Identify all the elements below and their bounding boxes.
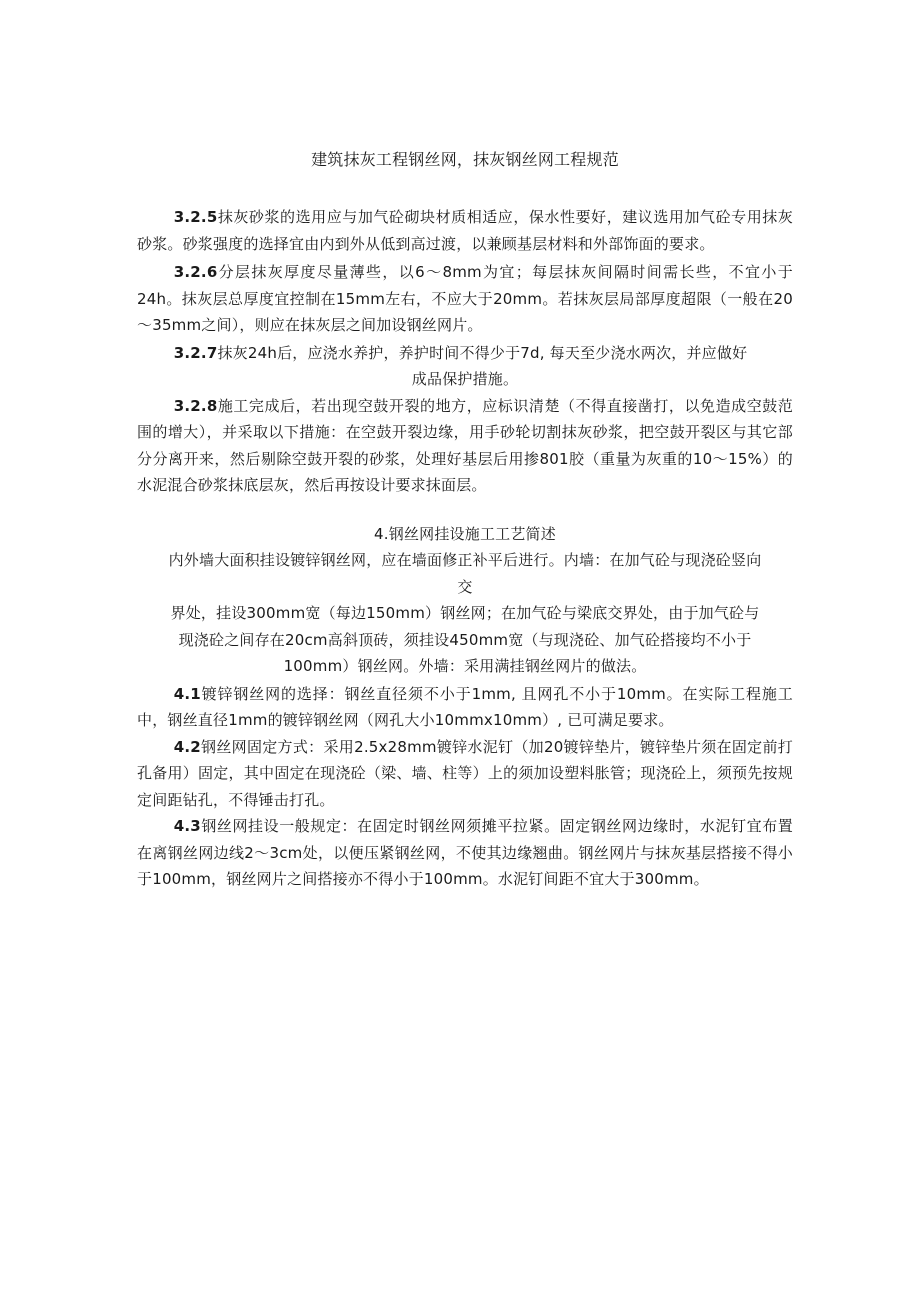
clause-number: 4.3 (173, 817, 201, 835)
clause-text: 分层抹灰厚度尽量薄些，以6～8mm为宜；每层抹灰间隔时间需长些，不宜小于24h。抹灰层总厚度宜控制在15mm左右，不应大于20mm。若抹灰层局部厚度超限（一般在20～35mm之间），则应在抹灰层之间加设钢丝网片。 (137, 263, 793, 334)
section-4-intro-line: 100mm）钢丝网。外墙：采用满挂钢丝网片的做法。 (283, 657, 647, 675)
clause-3-2-5 (137, 204, 793, 257)
clause-3-2-7 (137, 340, 793, 367)
clause-number: 4.1 (173, 684, 201, 703)
clause-3-2-6 (137, 259, 793, 339)
clause-4-1 (137, 681, 793, 734)
clause-text: 抹灰砂浆的选用应与加气砼砌块材质相适应，保水性要好，建议选用加气砼专用抹灰砂浆。砂浆强度的选择宜由内到外从低到高过渡，以兼顾基层材料和外部饰面的要求。 (137, 208, 793, 253)
clause-text: 钢丝网挂设一般规定：在固定时钢丝网须摊平拉紧。固定钢丝网边缘时，水泥钉宜布置在离钢丝网边线2～3cm处，以便压紧钢丝网，不使其边缘翘曲。钢丝网片与抹灰基层搭接不得小于100mm，钢丝网片之间搭接亦不得小于100mm。水泥钉间距不宜大于300mm。 (137, 817, 793, 888)
section-4-intro-line: 内外墙大面积挂设镀锌钢丝网，应在墙面修正补平后进行。内墙：在加气砼与现浇砼竖向 (168, 551, 762, 569)
clause-number: 3.2.8 (173, 396, 218, 415)
section-4-intro-line: 交 (457, 577, 473, 596)
section-4-intro-line: 现浇砼之间存在20cm高斜顶砖，须挂设450mm宽（与现浇砼、加气砼搭接均不小于 (178, 630, 752, 649)
clause-3-2-8 (137, 393, 793, 499)
clause-4-3 (137, 813, 793, 893)
clause-text: 抹灰24h后，应浇水养护，养护时间不得少于7d, 每天至少浇水两次，并应做好 (217, 343, 748, 362)
clause-3-2-7-continuation: 成品保护措施。 (411, 370, 519, 388)
clause-number: 4.2 (173, 737, 201, 756)
clause-text: 钢丝网固定方式：采用2.5x28mm镀锌水泥钉（加20镀锌垫片，镀锌垫片须在固定前打孔备用）固定，其中固定在现浇砼（梁、墙、柱等）上的须加设塑料胀管；现浇砼上，须预先按规定间距钻孔，不得锤击打孔。 (137, 737, 793, 809)
clause-number: 3.2.6 (173, 263, 218, 281)
section-4-heading: 4.钢丝网挂设施工工艺简述 (374, 524, 556, 543)
clause-4-2 (137, 734, 793, 814)
clause-text: 镀锌钢丝网的选择：钢丝直径须不小于1mm, 且网孔不小于10mm。在实际工程施工中，钢丝直径1mm的镀锌钢丝网（网孔大小10mmx10mm）, 已可满足要求。 (137, 684, 793, 729)
section-4-intro-line: 界处，挂设300mm宽（每边150mm）钢丝网；在加气砼与梁底交界处，由于加气砼与 (170, 604, 760, 622)
document-title: 建筑抹灰工程钢丝网，抹灰钢丝网工程规范 (311, 150, 619, 169)
clause-number: 3.2.7 (173, 343, 218, 362)
clause-text: 施工完成后，若出现空鼓开裂的地方，应标识清楚（不得直接凿打，以免造成空鼓范围的增大），并采取以下措施：在空鼓开裂边缘，用手砂轮切割抹灰砂浆，把空鼓开裂区与其它部分分离开来，然后剔除空鼓开裂的砂浆，处理好基层后用掺801胶（重量为灰重的10～15%）的水泥混合砂浆抹底层灰，然后再按设计要求抹面层。 (137, 396, 793, 494)
clause-number: 3.2.5 (173, 208, 218, 226)
document-body (137, 146, 793, 893)
